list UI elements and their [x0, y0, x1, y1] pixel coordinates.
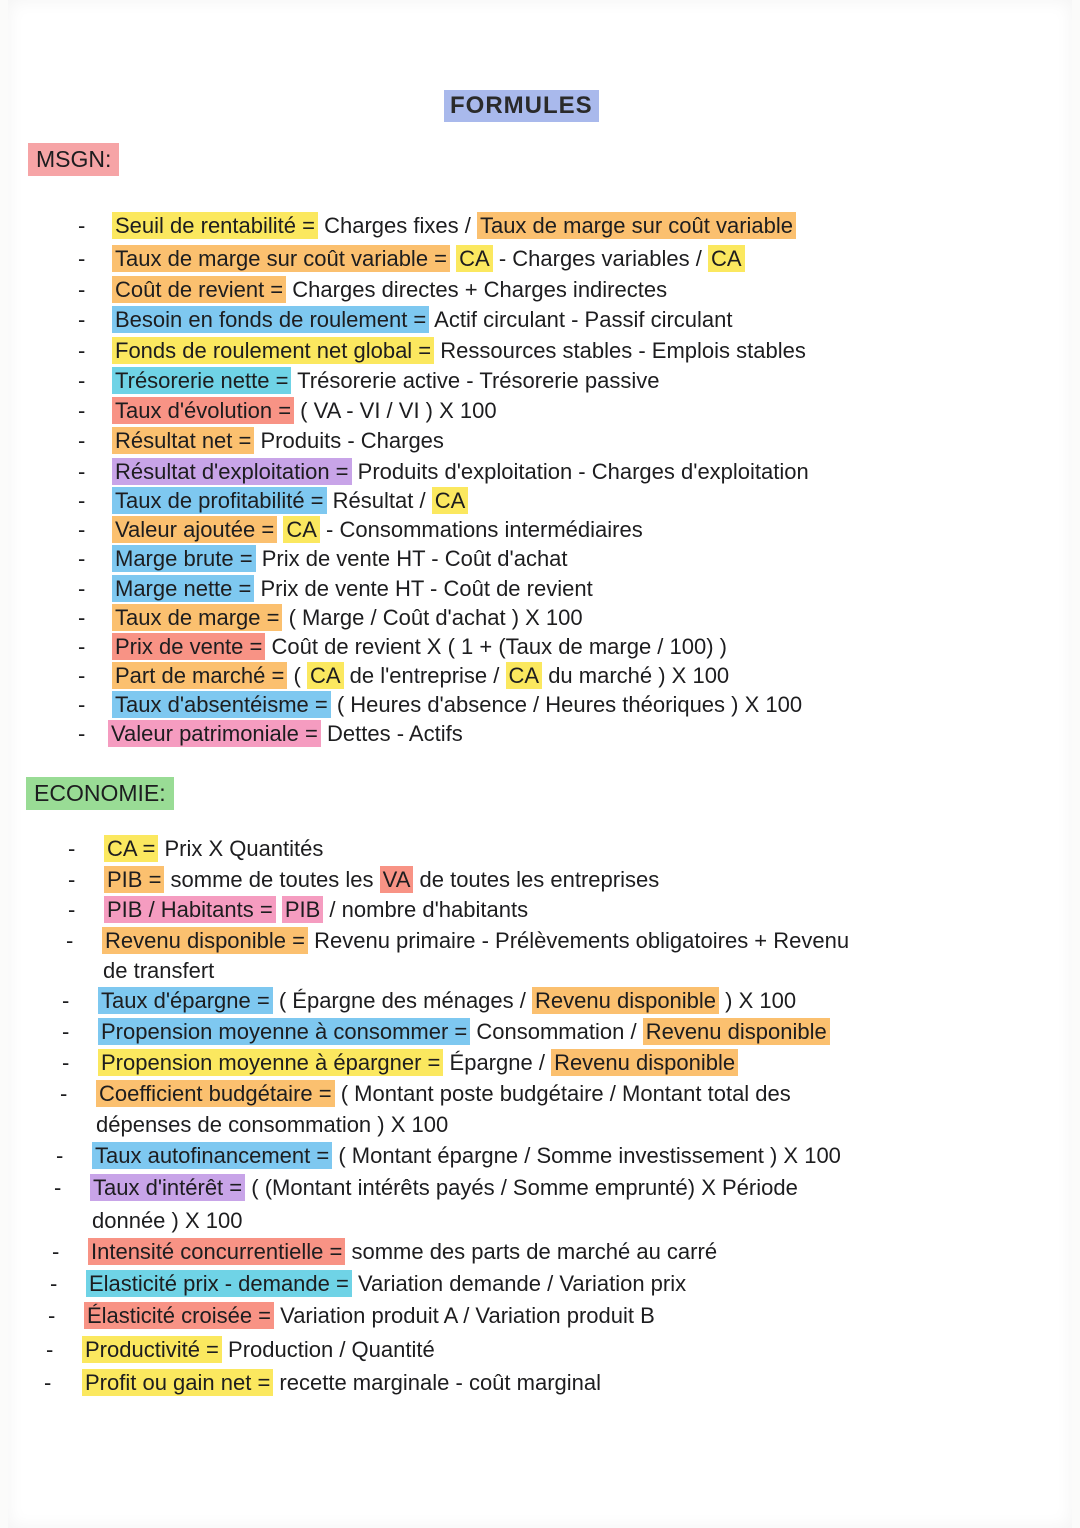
formula-definition-highlight: CA [708, 245, 745, 272]
formula-definition: ( Montant épargne / Somme investissement ) X 100 [338, 1143, 841, 1168]
list-item: - Taux autofinancement = ( Montant épargne / Somme investissement ) X 100 [56, 1143, 841, 1168]
list-item: - Valeur patrimoniale = Dettes - Actifs [78, 721, 463, 746]
list-item: - Taux d'évolution = ( VA - VI / VI ) X 100 [78, 398, 497, 423]
list-item: - Coefficient budgétaire = ( Montant poste budgétaire / Montant total des [60, 1081, 791, 1106]
list-item: - Propension moyenne à consommer = Consommation / Revenu disponible [62, 1018, 830, 1046]
formula-term: Taux d'absentéisme = [112, 691, 331, 718]
list-item: - Part de marché = ( CA de l'entreprise / CA du marché ) X 100 [78, 663, 730, 688]
formula-definition: de toutes les entreprises [419, 867, 660, 892]
formula-term: Taux autofinancement = [92, 1142, 332, 1169]
list-item: - Seuil de rentabilité = Charges fixes / Taux de marge sur coût variable [78, 212, 796, 240]
formula-term: PIB = [104, 866, 164, 893]
list-item: - Marge brute = Prix de vente HT - Coût d'achat [78, 546, 568, 571]
formula-definition: Consommation / [476, 1019, 637, 1044]
list-item: - Élasticité croisée = Variation produit A / Variation produit B [48, 1303, 655, 1328]
formula-term: Valeur ajoutée = [112, 516, 277, 543]
formula-term: Elasticité prix - demande = [86, 1270, 352, 1297]
formula-term: Prix de vente = [112, 633, 265, 660]
formula-definition: Produits d'exploitation - Charges d'exploitation [357, 459, 809, 484]
formula-definition: Actif circulant - Passif circulant [434, 307, 733, 332]
formula-definition: Trésorerie active - Trésorerie passive [297, 368, 660, 393]
formula-term: Profit ou gain net = [82, 1369, 273, 1396]
list-item: - Fonds de roulement net global = Ressources stables - Emplois stables [78, 338, 806, 363]
formula-definition-highlight: PIB [282, 896, 323, 923]
formula-term: Seuil de rentabilité = [112, 212, 318, 239]
formula-definition-continued: dépenses de consommation ) X 100 [96, 1112, 449, 1137]
list-item: - Prix de vente = Coût de revient X ( 1 + (Taux de marge / 100) ) [78, 634, 728, 659]
formula-definition: Coût de revient X ( 1 + (Taux de marge / 100) ) [271, 634, 728, 659]
list-item: - Valeur ajoutée = CA - Consommations intermédiaires [78, 517, 643, 542]
list-item: - Taux de marge sur coût variable = CA - Charges variables / CA [78, 245, 745, 273]
formula-term: Revenu disponible = [102, 927, 308, 954]
formula-definition: - Charges variables / [498, 246, 702, 271]
formula-definition-highlight: CA [506, 662, 543, 689]
list-item: - Revenu disponible = Revenu primaire - Prélèvements obligatoires + Revenu [66, 928, 850, 953]
formula-definition: Épargne / [449, 1050, 545, 1075]
formula-definition: Revenu primaire - Prélèvements obligatoires + Revenu [314, 928, 850, 953]
formula-definition-continued: donnée ) X 100 [92, 1208, 243, 1233]
formula-definition: Prix de vente HT - Coût d'achat [261, 546, 568, 571]
formula-definition: / nombre d'habitants [329, 897, 529, 922]
formula-definition-highlight: CA [432, 487, 469, 514]
formula-definition: ( Épargne des ménages / [278, 988, 526, 1013]
formula-term: Taux de marge = [112, 604, 282, 631]
formula-definition: Variation produit A / Variation produit B [280, 1303, 655, 1328]
formula-term: Marge brute = [112, 545, 256, 572]
formula-definition: ( Heures d'absence / Heures théoriques ) X 100 [336, 692, 803, 717]
formula-definition-continued: de transfert [103, 958, 215, 983]
list-item: - Marge nette = Prix de vente HT - Coût de revient [78, 576, 593, 601]
formula-term: Résultat net = [112, 427, 254, 454]
formula-definition-highlight: VA [380, 866, 414, 893]
formula-term: Intensité concurrentielle = [88, 1238, 345, 1265]
formula-definition: de l'entreprise / [349, 663, 500, 688]
list-item: - PIB / Habitants = PIB / nombre d'habitants [68, 897, 529, 922]
formula-definition: Prix de vente HT - Coût de revient [260, 576, 593, 601]
formula-term: Taux d'épargne = [98, 987, 273, 1014]
formula-term: Fonds de roulement net global = [112, 337, 434, 364]
list-item: - PIB = somme de toutes les VA de toutes les entreprises [68, 867, 660, 892]
formula-term: Coefficient budgétaire = [96, 1080, 335, 1107]
list-item: - Coût de revient = Charges directes + Charges indirectes [78, 277, 668, 302]
formula-definition: ( (Montant intérêts payés / Somme emprunté) X Période [251, 1175, 798, 1200]
formula-term: Taux d'évolution = [112, 397, 294, 424]
formula-definition: Résultat / [332, 488, 426, 513]
list-item: - Résultat net = Produits - Charges [78, 428, 444, 453]
page-title: FORMULES [444, 90, 599, 122]
formula-definition: somme des parts de marché au carré [351, 1239, 718, 1264]
formula-definition-highlight: Revenu disponible [532, 987, 719, 1014]
formula-term: Résultat d'exploitation = [112, 458, 352, 485]
section-heading-msgn: MSGN: [28, 143, 119, 176]
formula-term: Élasticité croisée = [84, 1302, 274, 1329]
formula-term: Besoin en fonds de roulement = [112, 306, 429, 333]
formula-definition: - Consommations intermédiaires [326, 517, 643, 542]
formula-term: Part de marché = [112, 662, 287, 689]
formula-definition-highlight: CA [283, 516, 320, 543]
formula-definition: ( VA - VI / VI ) X 100 [300, 398, 497, 423]
formula-term: Taux de marge sur coût variable = [112, 245, 450, 272]
list-item: - Taux d'absentéisme = ( Heures d'absence / Heures théoriques ) X 100 [78, 692, 803, 717]
formula-term: Marge nette = [112, 575, 254, 602]
formula-definition: somme de toutes les [170, 867, 374, 892]
formula-definition: Charges fixes / [324, 213, 471, 238]
formula-definition: Prix X Quantités [164, 836, 324, 861]
formula-definition: recette marginale - coût marginal [279, 1370, 602, 1395]
formula-term: CA = [104, 835, 158, 862]
list-item: - Taux de profitabilité = Résultat / CA [78, 487, 468, 515]
list-item: - CA = Prix X Quantités [68, 836, 324, 861]
formula-definition-highlight: CA [456, 245, 493, 272]
list-item: - Propension moyenne à épargner = Épargne / Revenu disponible [62, 1049, 738, 1077]
formula-definition-highlight: Revenu disponible [643, 1018, 830, 1045]
formula-definition: ( Montant poste budgétaire / Montant total des [340, 1081, 791, 1106]
list-item: - Taux d'épargne = ( Épargne des ménages / Revenu disponible ) X 100 [62, 988, 797, 1013]
formula-definition: Ressources stables - Emplois stables [440, 338, 806, 363]
formula-definition: ( Marge / Coût d'achat ) X 100 [288, 605, 583, 630]
formula-definition: Produits - Charges [260, 428, 444, 453]
formula-term: Propension moyenne à épargner = [98, 1049, 443, 1076]
formula-definition: ( [293, 663, 301, 688]
formula-term: Propension moyenne à consommer = [98, 1018, 470, 1045]
formula-definition: Variation demande / Variation prix [357, 1271, 687, 1296]
list-item: - Résultat d'exploitation = Produits d'exploitation - Charges d'exploitation [78, 459, 809, 484]
formula-definition: du marché ) X 100 [548, 663, 730, 688]
formula-term: PIB / Habitants = [104, 896, 276, 923]
list-item: - Trésorerie nette = Trésorerie active - Trésorerie passive [78, 368, 660, 393]
formula-definition: Charges directes + Charges indirectes [292, 277, 668, 302]
list-item: - Taux d'intérêt = ( (Montant intérêts payés / Somme emprunté) X Période [54, 1175, 798, 1200]
list-item: - Taux de marge = ( Marge / Coût d'achat ) X 100 [78, 605, 583, 630]
formula-term: Taux de profitabilité = [112, 487, 327, 514]
formula-term: Productivité = [82, 1336, 222, 1363]
section-heading-economie: ECONOMIE: [26, 777, 174, 810]
formula-term: Trésorerie nette = [112, 367, 291, 394]
formula-term: Taux d'intérêt = [90, 1174, 245, 1201]
formula-definition-highlight: Revenu disponible [551, 1049, 738, 1076]
formula-definition-highlight: Taux de marge sur coût variable [477, 212, 796, 239]
list-item: - Besoin en fonds de roulement = Actif circulant - Passif circulant [78, 307, 733, 332]
list-item: - Productivité = Production / Quantité [46, 1337, 435, 1362]
formula-term: Valeur patrimoniale = [108, 720, 321, 747]
formula-definition: Dettes - Actifs [327, 721, 463, 746]
formula-term: Coût de revient = [112, 276, 286, 303]
formula-definition: Production / Quantité [228, 1337, 435, 1362]
formula-definition: ) X 100 [725, 988, 797, 1013]
list-item: - Intensité concurrentielle = somme des parts de marché au carré [52, 1239, 718, 1264]
list-item: - Elasticité prix - demande = Variation demande / Variation prix [50, 1271, 687, 1296]
list-item: - Profit ou gain net = recette marginale - coût marginal [44, 1370, 602, 1395]
formula-definition-highlight: CA [307, 662, 344, 689]
